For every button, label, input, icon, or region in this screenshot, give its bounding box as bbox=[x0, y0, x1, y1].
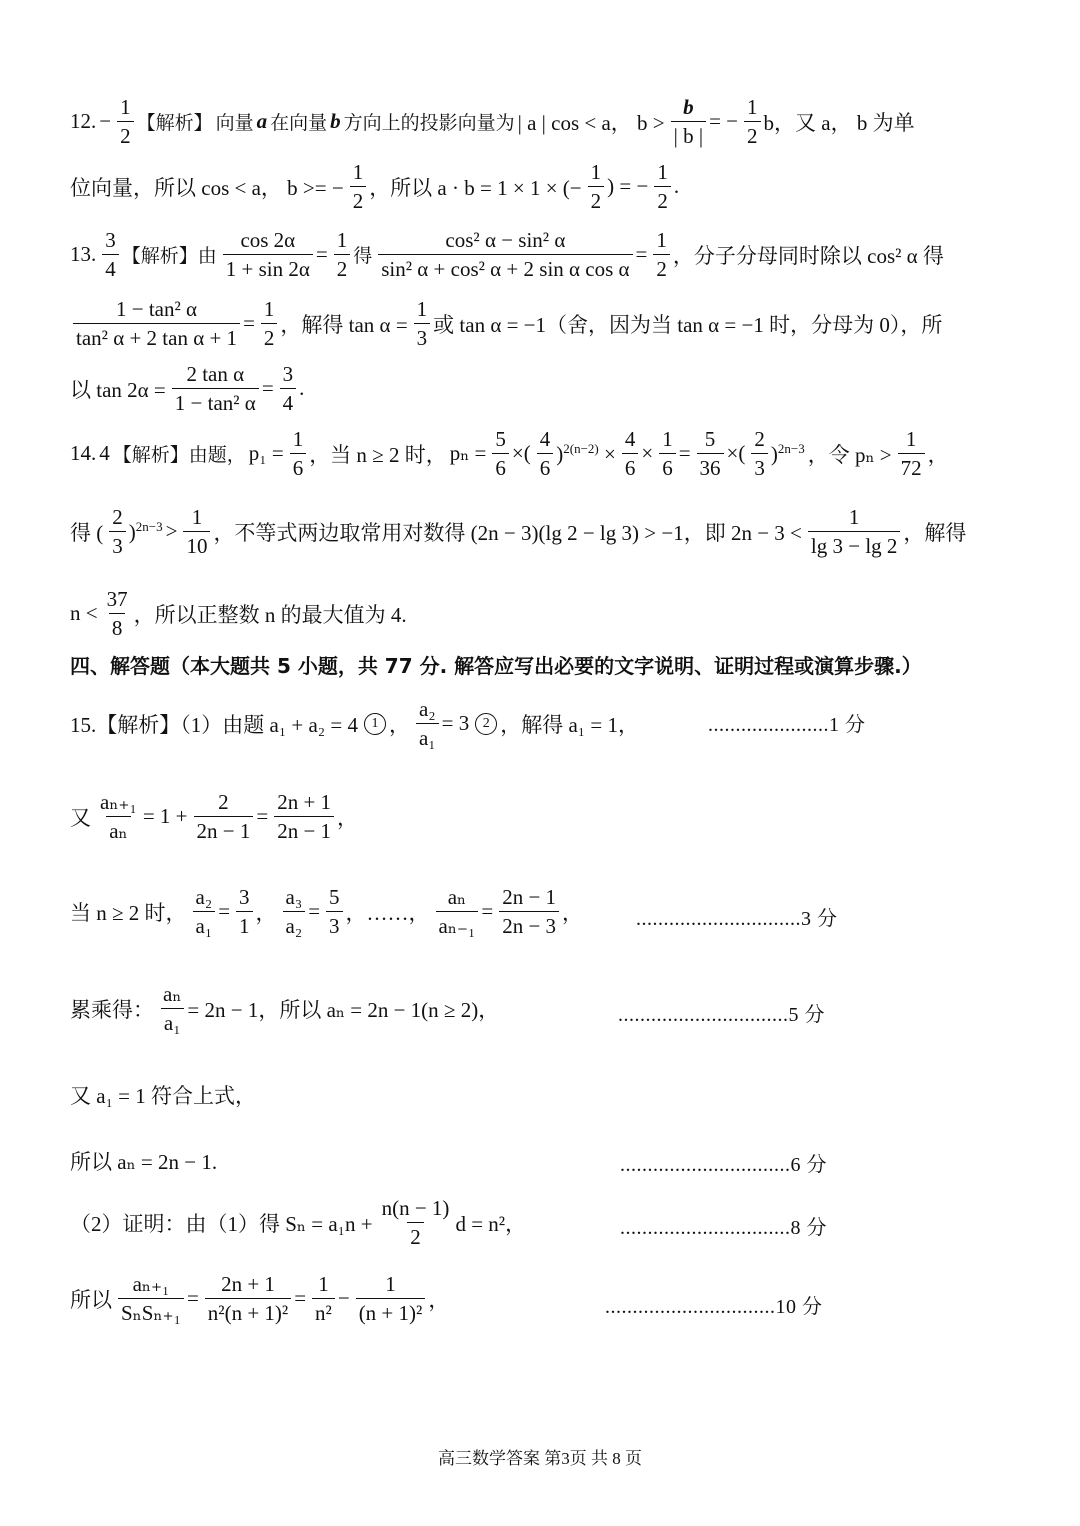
q13-answer-num: 3 bbox=[105, 228, 116, 252]
q14-frac-l2-den: 3 bbox=[109, 531, 126, 558]
q15-frac-z2-den: (n + 1)² bbox=[356, 1298, 426, 1325]
q14-frac-h bbox=[183, 505, 210, 558]
q13-or-text: 或 tan α = −1（舍，因为当 tan α = −1 时，分母为 0），所 bbox=[433, 312, 943, 337]
q15-frac-pcv-den: 2n − 3 bbox=[499, 911, 559, 938]
q13-solve: ，解得 tan α = bbox=[280, 312, 408, 337]
q12-projection-expr: | a | cos < a， b > bbox=[517, 110, 665, 135]
score-3: ..............................3 分 bbox=[636, 908, 838, 930]
q15-frac-y-den: n²(n + 1)² bbox=[205, 1298, 291, 1325]
q15-frac-pb-den: a₂ bbox=[283, 911, 306, 938]
q15-line-2 bbox=[70, 790, 361, 843]
q14-line1-end: ， bbox=[927, 442, 949, 467]
q15-l3-end: ， bbox=[562, 900, 584, 925]
q13-frac5-den: 4 bbox=[280, 388, 297, 415]
q12-line2-frac3-den: 2 bbox=[654, 186, 671, 213]
q13-line-1 bbox=[70, 228, 947, 281]
q14-pn: pₙ = bbox=[449, 441, 487, 466]
q14-l2-exp: 2n−3 bbox=[135, 518, 163, 534]
q15-frac-x-den: SₙSₙ₊₁ bbox=[118, 1298, 184, 1325]
q13-frac-3 bbox=[73, 297, 240, 350]
q12-text-1: 向量 bbox=[215, 112, 254, 135]
q15-frac-r-den: a₁ bbox=[416, 723, 439, 750]
q13-half-2 bbox=[653, 228, 670, 281]
q15-frac-r bbox=[416, 697, 439, 750]
q13-half3-num: 1 bbox=[263, 297, 275, 321]
q15-line-3 bbox=[70, 885, 586, 938]
q15-frac-s-den: aₙ bbox=[106, 816, 130, 843]
q14-l2-mid: ，不等式两边取常用对数得 (2n − 3)(lg 2 − lg 3) > −1，即 2n − 3 < bbox=[213, 520, 802, 545]
q14-eq-1: = bbox=[678, 441, 691, 466]
score-10: ...............................10 分 bbox=[605, 1296, 823, 1318]
q13-half-den: 2 bbox=[334, 254, 351, 281]
q15-l1-eq: = 3 bbox=[441, 711, 470, 736]
q14-answer: 4 bbox=[99, 441, 110, 466]
q15-line-6 bbox=[70, 1146, 220, 1176]
q14-sixth bbox=[290, 427, 307, 480]
q12-line2-frac-3 bbox=[654, 160, 671, 213]
q15-line-1 bbox=[70, 697, 642, 750]
q12-line2-frac2-num: 1 bbox=[590, 160, 602, 184]
q15-frac-w-den: 2 bbox=[407, 1222, 424, 1249]
q15-line-5 bbox=[70, 1080, 259, 1110]
q13-frac-5 bbox=[280, 362, 297, 415]
q13-third-den: 3 bbox=[414, 323, 431, 350]
q15-frac-pav-den: 1 bbox=[236, 911, 253, 938]
q13-line-2 bbox=[70, 297, 945, 350]
q13-frac3-num: 1 − tan² α bbox=[116, 297, 198, 321]
q12-line2-frac1-den: 2 bbox=[350, 186, 367, 213]
q15-frac-u bbox=[274, 790, 334, 843]
q15-l3-pre: 当 n ≥ 2 时， bbox=[70, 900, 187, 925]
q15-frac-q-den: a₁ bbox=[161, 1008, 184, 1035]
q12-line2-end: ) = − bbox=[607, 174, 649, 199]
q14-frac-l2-num: 2 bbox=[112, 505, 123, 529]
q15-l1-mid: ， bbox=[388, 712, 410, 737]
q12-vector-b: b bbox=[330, 109, 341, 134]
score-5: ...............................5 分 bbox=[618, 1004, 825, 1026]
q14-frac-f-num: 2 bbox=[754, 427, 765, 451]
q14-frac-d-num: 1 bbox=[662, 427, 673, 451]
q13-equals: = bbox=[315, 242, 328, 267]
q12-line-2 bbox=[70, 160, 682, 213]
q14-times-3: ×( bbox=[726, 441, 746, 466]
q15-frac-x bbox=[118, 1272, 184, 1325]
q15-frac-pa-num: a₂ bbox=[195, 885, 213, 909]
q14-l2-pre: 得 ( bbox=[70, 520, 104, 545]
q12-line2-tail: . bbox=[673, 174, 680, 199]
q14-frac-k bbox=[808, 505, 901, 558]
q14-close-1: )$^{2(n-2)}$ × bbox=[556, 440, 616, 466]
q12-answer-num: 1 bbox=[120, 95, 131, 119]
q12-equals: = − bbox=[709, 109, 738, 134]
q12-answer-den: 2 bbox=[117, 121, 134, 148]
q15-frac-pa bbox=[193, 885, 216, 938]
q12-unit-b-fraction bbox=[671, 95, 706, 148]
q12-line2-frac3-num: 1 bbox=[657, 160, 668, 184]
q13-frac2-den: sin² α + cos² α + 2 sin α cos α bbox=[378, 254, 632, 281]
q15-comma-1: ， bbox=[255, 900, 277, 925]
q15-l8-pre: 所以 bbox=[70, 1287, 112, 1312]
q13-frac2-num: cos² α − sin² α bbox=[445, 228, 566, 252]
q13-line3-pre: 以 tan 2α = bbox=[70, 377, 166, 402]
q15-frac-q bbox=[160, 982, 184, 1035]
q15-frac-t-den: 2n − 1 bbox=[194, 816, 254, 843]
q15-l8-end: ， bbox=[428, 1287, 450, 1312]
q15-eq-y: = bbox=[294, 1286, 307, 1311]
q14-sixth-den: 6 bbox=[290, 453, 307, 480]
q13-tail-1: ，分子分母同时除以 cos² α 得 bbox=[672, 243, 944, 268]
q12-answer-sign: − bbox=[99, 109, 112, 134]
q13-answer-fraction bbox=[102, 228, 119, 281]
q14-sixth-num: 1 bbox=[292, 427, 304, 451]
q12-half-den: 2 bbox=[744, 121, 761, 148]
q14-when: ，当 n ≥ 2 时， bbox=[309, 442, 447, 467]
q14-frac-b-num: 4 bbox=[539, 427, 551, 451]
q14-frac-a-num: 5 bbox=[495, 427, 506, 451]
q13-equals-3: = bbox=[243, 311, 255, 336]
q15-dots: ，……， bbox=[345, 900, 430, 925]
q15-frac-t-num: 2 bbox=[218, 790, 229, 814]
q15-frac-x-num: aₙ₊₁ bbox=[132, 1272, 170, 1296]
q13-half-3 bbox=[261, 297, 278, 350]
q14-frac-b-den: 6 bbox=[537, 453, 554, 480]
q15-frac-s-num: aₙ₊₁ bbox=[100, 790, 137, 814]
q15-frac-pcv bbox=[499, 885, 559, 938]
q12-number: 12. bbox=[70, 109, 97, 134]
q15-frac-y-num: 2n + 1 bbox=[221, 1272, 275, 1296]
score-6: ...............................6 分 bbox=[620, 1154, 827, 1176]
q12-unit-b-num: b bbox=[683, 95, 694, 119]
q15-frac-y bbox=[205, 1272, 291, 1325]
q15-line-4 bbox=[70, 982, 502, 1035]
q15-l7-end: d = n²， bbox=[455, 1211, 527, 1236]
q15-frac-pa-den: a₁ bbox=[193, 911, 216, 938]
q15-frac-t bbox=[194, 790, 254, 843]
q13-half2-num: 1 bbox=[656, 228, 667, 252]
q15-eq-pa: = bbox=[218, 899, 231, 924]
q12-line2-mid: ，所以 a · b = 1 × 1 × (− bbox=[369, 175, 582, 200]
q15-l2-pre: 又 bbox=[70, 805, 91, 830]
q15-frac-pbv-den: 3 bbox=[326, 911, 343, 938]
q14-frac-b bbox=[537, 427, 554, 480]
q15-line-7 bbox=[70, 1196, 529, 1249]
q12-line-1 bbox=[70, 95, 918, 148]
q14-l2-gt: > bbox=[165, 519, 178, 544]
q15-frac-pav bbox=[236, 885, 253, 938]
q15-frac-z-den: n² bbox=[312, 1298, 335, 1325]
q12-line2-frac-2 bbox=[588, 160, 605, 213]
q15-line-8 bbox=[70, 1272, 452, 1325]
q13-frac4-den: 1 − tan² α bbox=[172, 388, 259, 415]
page-footer: 高三数学答案 第3页 共 8 页 bbox=[438, 1449, 642, 1468]
q12-text-2: 在向量 bbox=[270, 112, 328, 135]
q15-frac-u-num: 2n + 1 bbox=[277, 790, 332, 814]
q15-l7-pre: （2）证明：由（1）得 Sₙ = a₁n + bbox=[70, 1211, 373, 1236]
q15-frac-z2 bbox=[356, 1272, 426, 1325]
q15-frac-s bbox=[97, 790, 140, 843]
q12-line2-frac-1 bbox=[350, 160, 367, 213]
q14-times-2: × bbox=[641, 441, 654, 466]
q15-frac-q-num: aₙ bbox=[163, 982, 182, 1006]
q14-frac-c-num: 4 bbox=[624, 427, 636, 451]
q13-line-3 bbox=[70, 362, 307, 415]
q15-frac-u-den: 2n − 1 bbox=[274, 816, 334, 843]
q15-l6: 所以 aₙ = 2n − 1. bbox=[70, 1150, 218, 1174]
q15-frac-z2-num: 1 bbox=[385, 1272, 396, 1296]
q14-frac-e-den: 36 bbox=[697, 453, 724, 480]
q12-unit-b-den: | b | bbox=[671, 121, 706, 148]
q14-frac-e bbox=[697, 427, 724, 480]
q13-frac4-num: 2 tan α bbox=[186, 362, 245, 386]
q14-frac-g bbox=[898, 427, 925, 480]
q14-frac-d-den: 6 bbox=[659, 453, 676, 480]
q13-frac5-num: 3 bbox=[282, 362, 294, 386]
q13-frac-4 bbox=[172, 362, 259, 415]
q14-frac-f bbox=[751, 427, 768, 480]
q15-l4-mid: = 2n − 1，所以 aₙ = 2n − 1(n ≥ 2)， bbox=[187, 997, 500, 1022]
q13-frac1-num: cos 2α bbox=[240, 228, 296, 252]
q13-frac1-den: 1 + sin 2α bbox=[223, 254, 313, 281]
q12-tag: 【解析】 bbox=[136, 112, 213, 135]
q14-number: 14. bbox=[70, 441, 97, 466]
q13-get: 得 bbox=[353, 245, 373, 268]
q14-frac-g-den: 72 bbox=[898, 453, 925, 480]
q14-frac-h-den: 10 bbox=[183, 531, 210, 558]
q12-line2-frac1-num: 1 bbox=[352, 160, 364, 184]
q14-exp-2: 2n−3 bbox=[777, 440, 805, 456]
q14-l2-close: )$^{2n-3}$ bbox=[128, 518, 163, 544]
q15-frac-pav-num: 3 bbox=[239, 885, 250, 909]
q12-half-fraction bbox=[744, 95, 761, 148]
q14-close-2: )$^{2n-3}$ bbox=[770, 440, 805, 466]
q13-frac-1 bbox=[223, 228, 313, 281]
q14-tag: 【解析】由题， bbox=[112, 444, 246, 467]
q14-frac-a-den: 6 bbox=[492, 453, 509, 480]
q15-eq-pb: = bbox=[308, 899, 321, 924]
q15-frac-pb-num: a₃ bbox=[285, 885, 303, 909]
q15-l5: 又 a₁ = 1 符合上式， bbox=[70, 1084, 256, 1108]
q15-frac-w-num: n(n − 1) bbox=[381, 1196, 450, 1220]
q13-answer-den: 4 bbox=[102, 254, 119, 281]
q12-half-num: 1 bbox=[747, 95, 758, 119]
q15-l2-eq2: = bbox=[256, 804, 269, 829]
q12-text-3: 方向上的投影向量为 bbox=[343, 112, 515, 135]
q15-frac-pc-den: aₙ₋₁ bbox=[436, 911, 479, 938]
q14-frac-f-den: 3 bbox=[751, 453, 768, 480]
q13-half2-den: 2 bbox=[653, 254, 670, 281]
q14-l3-end: ，所以正整数 n 的最大值为 4. bbox=[133, 602, 407, 627]
q13-third-num: 1 bbox=[416, 297, 428, 321]
q15-l1-end: ，解得 a₁ = 1， bbox=[500, 712, 639, 737]
q14-line-1 bbox=[70, 427, 952, 480]
q15-frac-pbv-num: 5 bbox=[329, 885, 340, 909]
q13-half bbox=[334, 228, 351, 281]
q13-half-num: 1 bbox=[336, 228, 348, 252]
q15-l1-pre: 15.【解析】（1）由题 a₁ + a₂ = 4 bbox=[70, 712, 358, 737]
q15-frac-pcv-num: 2n − 1 bbox=[502, 885, 557, 909]
q13-tag: 【解析】由 bbox=[121, 245, 217, 268]
q13-equals-4: = bbox=[261, 376, 274, 401]
q15-frac-pc-num: aₙ bbox=[447, 885, 467, 909]
q15-l2-end: ， bbox=[337, 805, 359, 830]
q14-frac-g-num: 1 bbox=[905, 427, 917, 451]
q14-frac-d bbox=[659, 427, 676, 480]
q14-frac-m-den: 8 bbox=[109, 613, 126, 640]
q14-frac-m-num: 37 bbox=[106, 587, 128, 611]
q14-frac-a bbox=[492, 427, 509, 480]
q15-frac-w bbox=[379, 1196, 453, 1249]
circled-one-icon: 1 bbox=[364, 713, 386, 735]
q14-frac-m bbox=[104, 587, 131, 640]
q13-frac-2 bbox=[378, 228, 632, 281]
q13-frac3-den: tan² α + 2 tan α + 1 bbox=[73, 323, 240, 350]
q15-eq-pc: = bbox=[481, 899, 494, 924]
q15-l2-eq1: = 1 + bbox=[142, 804, 188, 829]
q13-half3-den: 2 bbox=[261, 323, 278, 350]
q13-third bbox=[414, 297, 431, 350]
q14-frac-k-den: lg 3 − lg 2 bbox=[808, 531, 901, 558]
q15-minus: − bbox=[337, 1286, 350, 1311]
q14-frac-c-den: 6 bbox=[622, 453, 639, 480]
q14-frac-h-num: 1 bbox=[191, 505, 203, 529]
section-four-heading: 四、解答题（本大题共 5 小题，共 77 分. 解答应写出必要的文字说明、证明过程或演算步骤.） bbox=[70, 654, 922, 678]
q14-frac-l2 bbox=[109, 505, 126, 558]
q15-l4-pre: 累乘得： bbox=[70, 997, 154, 1022]
q14-frac-k-num: 1 bbox=[848, 505, 860, 529]
q14-line-3 bbox=[70, 587, 410, 640]
q15-frac-pc bbox=[436, 885, 479, 938]
q14-frac-e-num: 5 bbox=[704, 427, 716, 451]
q14-times-1: ×( bbox=[511, 441, 531, 466]
q15-eq-x: = bbox=[186, 1286, 199, 1311]
q13-equals-2: = bbox=[635, 242, 648, 267]
q14-let: ，令 pₙ > bbox=[807, 442, 892, 467]
q14-l2-end: ，解得 bbox=[903, 520, 967, 545]
q15-frac-pbv bbox=[326, 885, 343, 938]
q13-number: 13. bbox=[70, 242, 97, 267]
q14-l3-pre: n < bbox=[70, 601, 98, 626]
q15-frac-pb bbox=[283, 885, 306, 938]
q15-frac-z-num: 1 bbox=[318, 1272, 329, 1296]
q12-line2-frac2-den: 2 bbox=[588, 186, 605, 213]
q12-vector-a: a bbox=[256, 109, 268, 134]
q13-line3-end: . bbox=[299, 376, 305, 401]
q12-text-4: b，又 a， b 为单 bbox=[763, 110, 915, 135]
q14-frac-c bbox=[622, 427, 639, 480]
score-1: ......................1 分 bbox=[708, 714, 866, 736]
q15-frac-r-num: a₂ bbox=[418, 697, 436, 721]
circled-two-icon: 2 bbox=[475, 713, 497, 735]
score-8: ...............................8 分 bbox=[620, 1217, 827, 1239]
q12-line2-text: 位向量，所以 cos < a， b >= − bbox=[70, 175, 344, 200]
q14-exp-1: 2(n−2) bbox=[563, 440, 599, 456]
q15-frac-z bbox=[312, 1272, 335, 1325]
q12-answer-fraction bbox=[117, 95, 134, 148]
q14-p1: p₁ = bbox=[248, 441, 284, 466]
q14-line-2 bbox=[70, 505, 969, 558]
